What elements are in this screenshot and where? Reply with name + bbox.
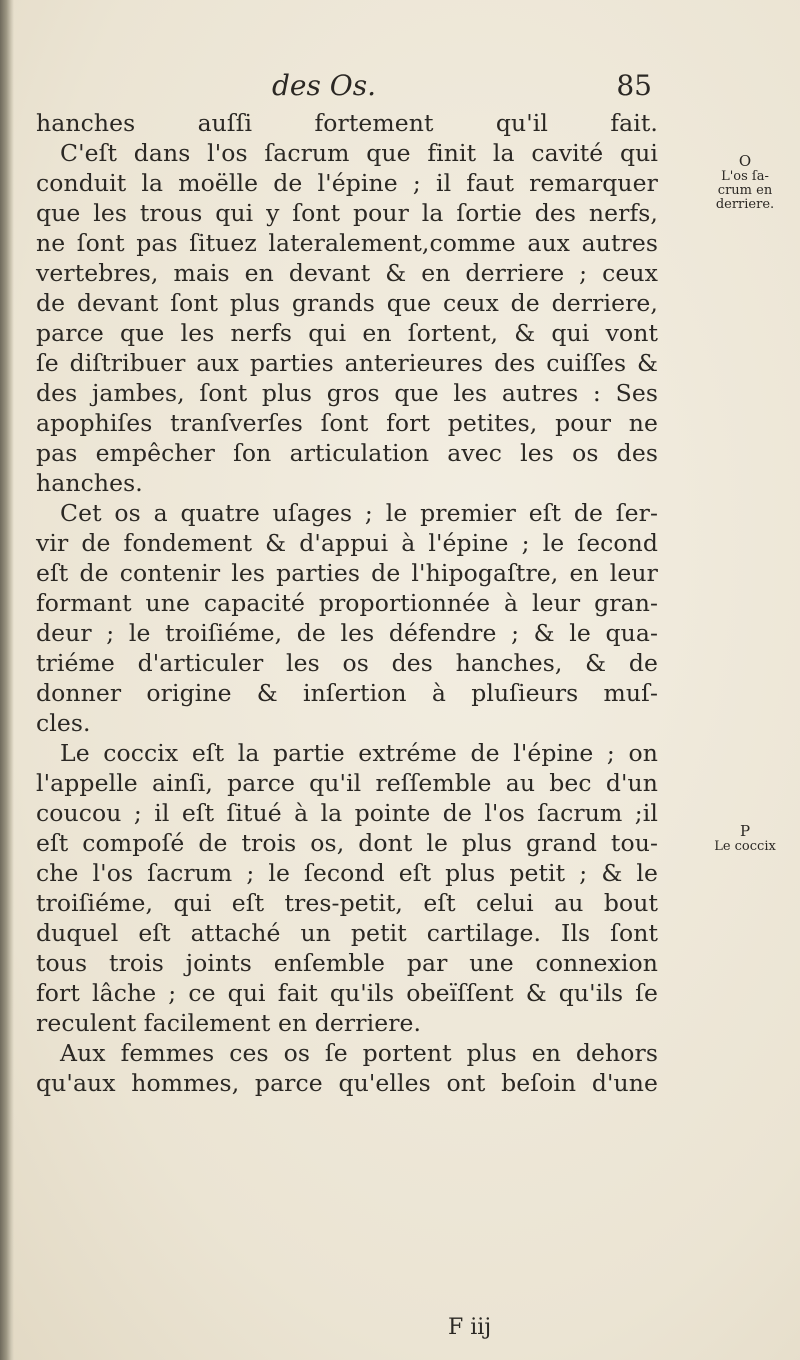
text-line: conduit la moëlle de l'épine ; il faut remarquer	[36, 169, 658, 197]
text-line: C'eſt dans l'os ſacrum que finit la cavité qui	[60, 139, 658, 167]
margin-note-coccix	[700, 822, 790, 854]
text-line: des jambes, ſont plus gros que les autres : Ses	[36, 379, 658, 407]
text-line: coucou ; il eſt ſitué à la pointe de l'os ſacrum ;il	[36, 799, 658, 827]
text-line: hanches.	[36, 469, 143, 497]
text-line: ſe diſtribuer aux parties anterieures des cuiſſes &	[36, 349, 658, 377]
running-head: des Os.	[272, 69, 376, 102]
margin-note-line: derriere.	[715, 197, 775, 212]
text-line: vertebres, mais en devant & en derriere ; ceux	[36, 259, 658, 287]
body-text	[36, 108, 658, 1098]
margin-note-letter: O	[738, 152, 752, 170]
page-header	[36, 68, 656, 108]
text-line: donner origine & inſertion à pluſieurs muſ-	[36, 679, 658, 707]
text-line: hanches auſſi fortement qu'il fait.	[36, 109, 658, 137]
text-line: eſt de contenir les parties de l'hipogaſtre, en leur	[36, 559, 658, 587]
text-line: pas empêcher ſon articulation avec les os des	[36, 439, 658, 467]
text-line: Aux femmes ces os ſe portent plus en dehors	[60, 1039, 658, 1067]
text-line: triéme d'articuler les os des hanches, & de	[36, 649, 658, 677]
text-line: reculent facilement en derriere.	[36, 1009, 422, 1037]
text-line: eſt compoſé de trois os, dont le plus grand tou-	[36, 829, 658, 857]
text-line: deur ; le troiſiéme, de les défendre ; & le qua-	[36, 619, 658, 647]
margin-note-line: L'os ſa-	[721, 169, 769, 184]
text-line: fort lâche ; ce qui fait qu'ils obeïſſent & qu'ils ſe	[36, 979, 658, 1007]
page-number: 85	[616, 69, 652, 102]
text-line: ne ſont pas ſituez lateralement,comme aux autres	[36, 229, 658, 257]
margin-note-letter: P	[739, 822, 751, 840]
text-line: apophiſes tranſverſes ſont fort petites, pour ne	[36, 409, 658, 437]
text-line: parce que les nerfs qui en ſortent, & qui vont	[36, 319, 658, 347]
page-binding-shadow	[0, 0, 14, 1360]
text-line: que les trous qui y ſont pour la ſortie des nerfs,	[36, 199, 658, 227]
text-line: duquel eſt attaché un petit cartilage. Ils ſont	[36, 919, 658, 947]
margin-note-sacrum	[700, 152, 790, 212]
text-line: che l'os ſacrum ; le ſecond eſt plus petit ; & le	[36, 859, 658, 887]
text-line: troiſiéme, qui eſt tres-petit, eſt celui au bout	[36, 889, 658, 917]
text-line: vir de fondement & d'appui à l'épine ; le ſecond	[36, 529, 658, 557]
text-line: l'appelle ainſi, parce qu'il reſſemble au bec d'un	[36, 769, 658, 797]
margin-note-line: crum en	[717, 183, 773, 198]
text-line: cles.	[36, 709, 91, 737]
text-line: formant une capacité proportionnée à leur gran-	[36, 589, 658, 617]
text-line: Cet os a quatre uſages ; le premier eſt de ſer-	[60, 499, 658, 527]
text-line: tous trois joints enſemble par une connexion	[36, 949, 658, 977]
signature-mark: F iij	[448, 1315, 492, 1340]
text-line: Le coccix eſt la partie extréme de l'épine ; on	[60, 739, 658, 767]
margin-note-line: Le coccix	[714, 839, 776, 854]
text-line: qu'aux hommes, parce qu'elles ont beſoin d'une	[36, 1069, 658, 1097]
text-line: de devant ſont plus grands que ceux de derriere,	[36, 289, 658, 317]
